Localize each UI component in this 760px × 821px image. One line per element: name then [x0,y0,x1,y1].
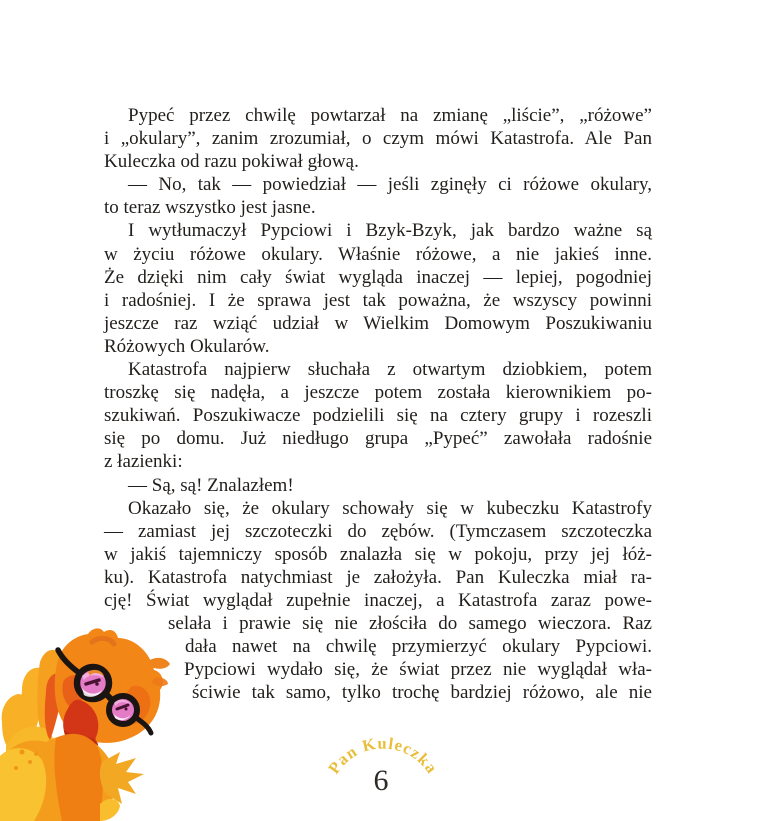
footer-series-title: Pan Kuleczka [324,733,442,778]
page-footer [298,722,468,807]
text-line: to teraz wszystko jest jasne. [104,197,316,219]
text-line: w jakiś tajemniczy sposób znalazła się w pokoju, przy jej łóż- [104,543,652,565]
text-line: — zamiast jej szczoteczki do zębów. (Tymczasem szczoteczka [104,520,652,542]
text-line: Różowych Okularów. [104,335,270,357]
text-line: i radośniej. I że sprawa jest tak poważna, że wszyscy powinni [104,289,652,311]
text-line: w życiu różowe okulary. Właśnie różowe, a nie jakieś inne. [104,243,652,265]
text-line: Kuleczka od razu pokiwał głową. [104,151,359,173]
text-line: szukiwań. Poszukiwacze podzielili się na cztery grupy i rozeszli [104,405,652,427]
text-line: — Są, są! Znalazłem! [128,474,294,496]
text-line: Pypciowi wydało się, że świat przez nie wyglądał wła- [184,659,652,681]
text-line: ściwie tak samo, tylko trochę bardziej różowo, ale nie [192,682,652,704]
text-line: Katastrofa najpierw słuchała z otwartym dziobkiem, potem [128,359,652,381]
text-line: Pypeć przez chwilę powtarzał na zmianę „liście”, „różowe” [128,105,652,126]
text-line: cję! Świat wyglądał zupełnie inaczej, a Katastrofa zaraz powe- [104,589,652,611]
text-line: Że dzięki nim cały świat wygląda inaczej — lepiej, pogodniej [104,266,652,288]
text-line: się po domu. Już niedługo grupa „Pypeć” zawołała radośnie [104,428,652,450]
text-line: i „okulary”, zanim zrozumiał, o czym mówi Katastrofa. Ale Pan [104,128,652,150]
text-line: Okazało się, że okulary schowały się w kubeczku Katastrofy [128,497,652,519]
text-line: z łazienki: [104,451,183,473]
page-number: 6 [373,764,389,797]
duckling-illustration [0,626,172,821]
text-line: jeszcze raz wziąć udział w Wielkim Domowym Poszukiwaniu [104,312,652,334]
text-line: I wytłumaczył Pypciowi i Bzyk-Bzyk, jak bardzo ważne są [128,220,652,242]
text-block [104,104,652,704]
text-line: selała i prawie się nie złościła do samego wieczora. Raz [168,613,652,635]
text-line: — No, tak — powiedział — jeśli zginęły ci różowe okulary, [128,174,652,196]
duckling-body-icon [0,734,144,821]
text-line: dała nawet na chwilę przymierzyć okulary Pypciowi. [185,636,652,658]
text-line: troszkę się nadęła, a jeszcze potem została kierownikiem po- [104,382,652,404]
text-line: ku). Katastrofa natychmiast je założyła. Pan Kuleczka miał ra- [104,566,652,588]
